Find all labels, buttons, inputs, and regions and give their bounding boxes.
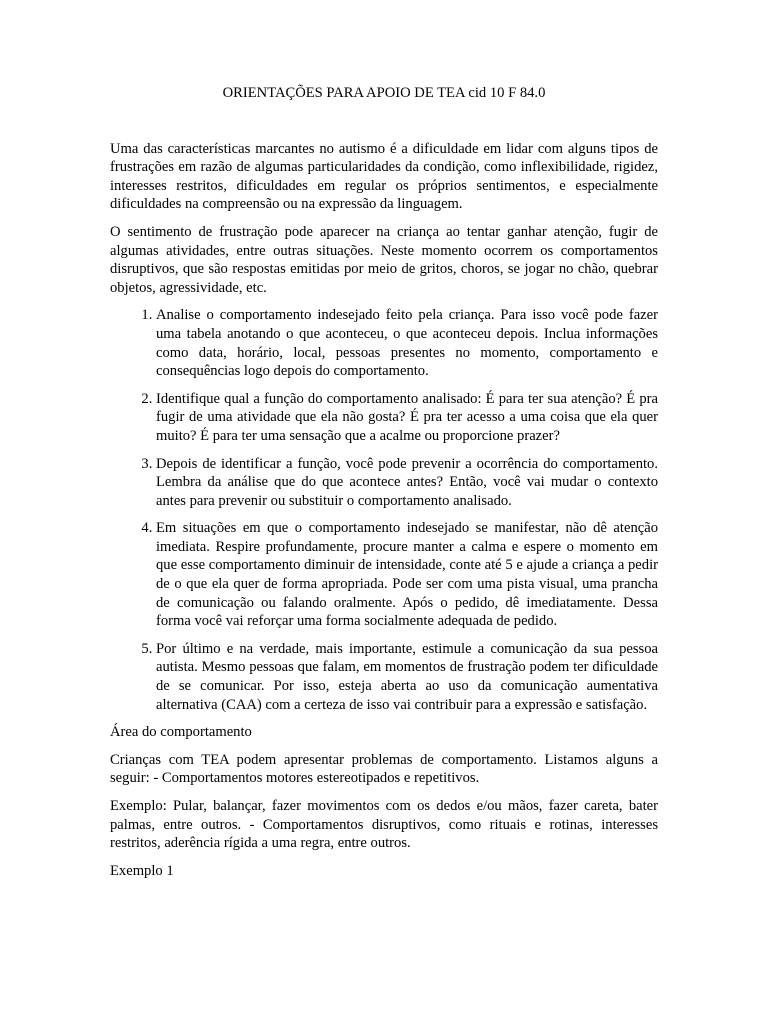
behavior-paragraph: Crianças com TEA podem apresentar problemas de comportamento. Listamos alguns a seguir: - Comportamentos motores estereotipados e repetitivos. (110, 751, 658, 787)
example-1-label: Exemplo 1 (110, 862, 174, 879)
section-heading-behavior-area: Área do comportamento (110, 724, 252, 741)
example-paragraph: Exemplo: Pular, balançar, fazer movimentos com os dedos e/ou mãos, fazer careta, bater palmas, entre outros. - Comportamentos disruptivos, como rituais e rotinas, interesses restritos, aderência rígida a uma regra, entre outros. (110, 798, 658, 852)
document-title: ORIENTAÇÕES PARA APOIO DE TEA cid 10 F 84.0 (222, 85, 546, 101)
document-page (110, 84, 658, 889)
intro-paragraph-2: O sentimento de frustração pode aparecer na criança ao tentar ganhar atenção, fugir de algumas atividades, entre outras situações. Neste momento ocorrem os comportamentos disruptivos, que são respostas emitidas por meio de gritos, choros, se jogar no chão, quebrar objetos, agressividade, etc. (110, 223, 658, 296)
step-item-2: 2. Identifique qual a função do comportamento analisado: É para ter sua atenção? É pra fugir de uma atividade que ela não gosta? É pra ter acesso a uma coisa que ela quer muito? É para ter uma sensação que a acalme ou proporcione prazer? (156, 390, 658, 446)
step-item-5: 5. Por último e na verdade, mais importante, estimule a comunicação da sua pessoa autista. Mesmo pessoas que falam, em momentos de frustração podem ter dificuldade de se comunicar. Por isso, esteja aberta ao uso da comunicação aumentativa alternativa (CAA) com a certeza de isso vai contribuir para a expressão e satisfação. (156, 640, 658, 714)
step-item-4: 4. Em situações em que o comportamento indesejado se manifestar, não dê atenção imediata. Respire profundamente, procure manter a calma e espere o momento em que esse comportamento diminuir de intensidade, conte até 5 e ajude a criança a pedir de o que ela quer de forma apropriada. Pode ser com uma pista visual, uma prancha de comunicação ou falando oralmente. Após o pedido, dê imediatamente. Dessa forma você vai reforçar uma forma socialmente adequada de pedido. (156, 519, 658, 631)
intro-paragraph-1: Uma das características marcantes no autismo é a dificuldade em lidar com alguns tipos de frustrações em razão de algumas particularidades da condição, como inflexibilidade, rigidez, interesses restritos, dificuldades em regular os próprios sentimentos, e especialmente dificuldades na compreensão ou na expressão da linguagem. (110, 140, 658, 213)
step-item-1: 1. Analise o comportamento indesejado feito pela criança. Para isso você pode fazer uma tabela anotando o que aconteceu, o que aconteceu depois. Inclua informações como data, horário, local, pessoas presentes no momento, comportamento e consequências logo depois do comportamento. (156, 306, 658, 380)
steps-list (110, 306, 658, 714)
step-item-3: 3. Depois de identificar a função, você pode prevenir a ocorrência do comportamento. Lembra da análise que do que acontece antes? Então, você vai mudar o contexto antes para prevenir ou substituir o comportamento analisado. (156, 455, 658, 511)
